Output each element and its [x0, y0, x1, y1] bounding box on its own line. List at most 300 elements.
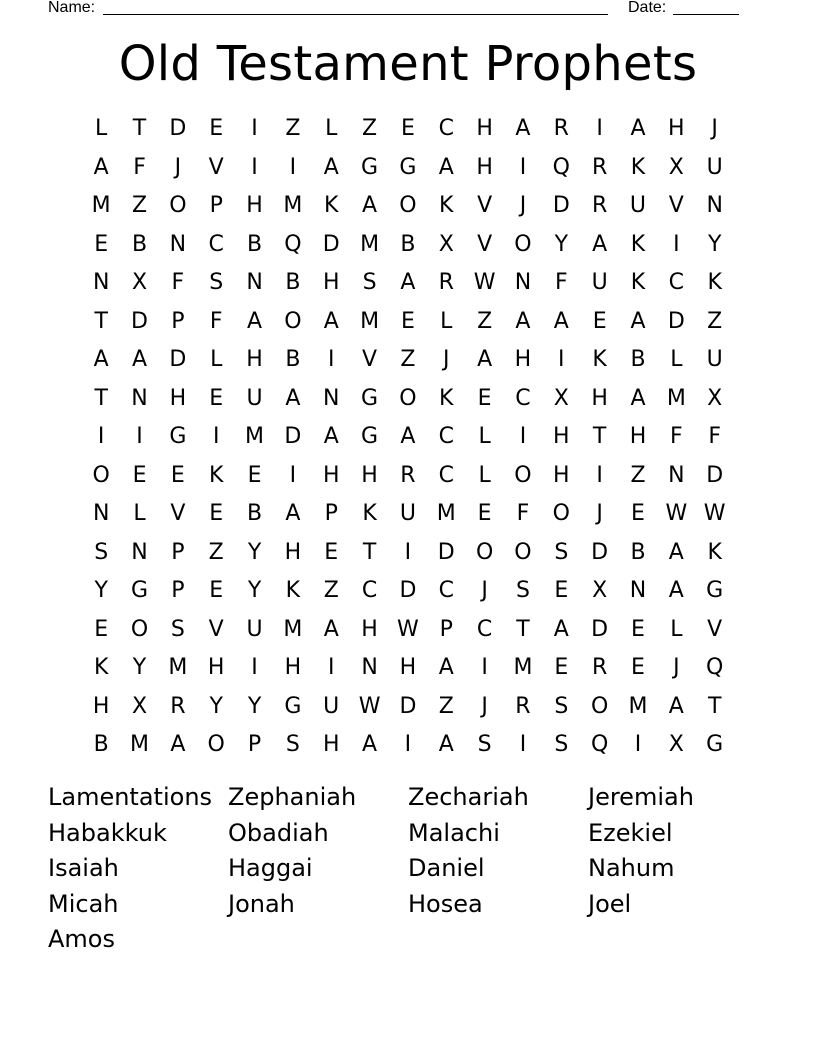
grid-letter: P	[171, 308, 185, 334]
grid-row	[82, 264, 734, 303]
grid-letter: W	[665, 501, 688, 527]
grid-letter: K	[592, 347, 607, 373]
grid-letter: O	[399, 193, 417, 219]
grid-letter: E	[554, 655, 569, 681]
word-bank-item: Isaiah	[48, 854, 119, 882]
word-bank-item: Amos	[48, 925, 115, 953]
grid-letter: O	[552, 501, 570, 527]
grid-letter: O	[514, 539, 532, 565]
grid-letter: A	[438, 154, 454, 180]
grid-letter: V	[208, 616, 224, 642]
grid-letter: N	[668, 462, 685, 488]
grid-letter: V	[362, 347, 378, 373]
grid-letter: V	[707, 616, 723, 642]
grid-letter: U	[591, 270, 608, 296]
grid-letter: C	[438, 116, 454, 142]
grid-letter: B	[131, 231, 148, 257]
grid-letter: A	[400, 270, 416, 296]
grid-letter: K	[630, 154, 646, 180]
grid-letter: D	[169, 347, 187, 373]
grid-letter: A	[400, 424, 416, 450]
grid-letter: V	[170, 501, 186, 527]
grid-letter: U	[706, 154, 723, 180]
grid-letter: K	[324, 193, 339, 219]
name-label: Name:	[48, 0, 96, 16]
grid-letter: T	[592, 424, 607, 450]
grid-letter: V	[208, 154, 224, 180]
grid-letter: H	[207, 655, 225, 681]
grid-letter: E	[477, 385, 492, 411]
grid-letter: Q	[552, 154, 570, 180]
grid-letter: U	[706, 347, 723, 373]
grid-letter: N	[514, 270, 532, 296]
grid-row	[82, 380, 734, 419]
grid-letter: F	[133, 154, 146, 180]
grid-letter: J	[673, 655, 680, 681]
grid-letter: Z	[323, 578, 339, 604]
grid-letter: O	[399, 385, 417, 411]
grid-letter: I	[596, 116, 603, 142]
grid-letter: I	[251, 116, 258, 142]
grid-row	[82, 187, 734, 226]
grid-letter: F	[171, 270, 185, 296]
date-blank-line	[673, 14, 739, 15]
grid-letter: H	[399, 655, 417, 681]
grid-letter: H	[361, 462, 378, 488]
grid-letter: I	[289, 154, 297, 180]
grid-letter: S	[362, 270, 377, 296]
grid-letter: O	[590, 693, 609, 719]
grid-letter: D	[131, 308, 148, 334]
grid-letter: E	[592, 308, 607, 334]
grid-letter: A	[438, 655, 454, 681]
grid-letter: A	[362, 193, 378, 219]
word-bank-item: Jeremiah	[588, 783, 694, 811]
grid-letter: C	[668, 270, 685, 296]
grid-letter: E	[477, 501, 492, 527]
grid-letter: I	[519, 732, 527, 758]
grid-letter: I	[327, 347, 335, 373]
grid-letter: A	[553, 616, 569, 642]
grid-letter: D	[437, 539, 455, 565]
grid-letter: R	[591, 154, 608, 180]
grid-letter: F	[516, 501, 530, 527]
grid-letter: C	[438, 578, 454, 604]
grid-letter: G	[399, 154, 417, 180]
grid-letter: P	[171, 578, 185, 604]
grid-letter: H	[246, 347, 263, 373]
grid-letter: L	[478, 424, 491, 450]
grid-row	[82, 303, 734, 342]
grid-letter: H	[284, 655, 302, 681]
grid-letter: E	[209, 385, 224, 411]
grid-letter: G	[706, 732, 724, 758]
grid-letter: H	[553, 424, 570, 450]
grid-letter: N	[92, 501, 110, 527]
grid-letter: S	[170, 616, 185, 642]
grid-letter: A	[592, 231, 608, 257]
grid-letter: U	[323, 693, 340, 719]
grid-letter: X	[668, 732, 684, 758]
grid-letter: K	[93, 655, 109, 681]
grid-letter: C	[361, 578, 378, 604]
grid-letter: O	[92, 462, 110, 488]
grid-letter: K	[439, 385, 454, 411]
grid-letter: H	[284, 539, 302, 565]
grid-row	[82, 418, 734, 457]
grid-letter: W	[703, 501, 726, 527]
grid-letter: P	[209, 193, 223, 219]
grid-letter: A	[170, 732, 186, 758]
date-label: Date:	[628, 0, 667, 16]
word-bank-item: Daniel	[408, 854, 485, 882]
grid-letter: L	[133, 501, 146, 527]
grid-letter: V	[477, 193, 493, 219]
word-bank-item: Zechariah	[408, 783, 529, 811]
grid-letter: M	[91, 193, 111, 219]
grid-letter: A	[323, 616, 339, 642]
grid-letter: S	[554, 539, 569, 565]
grid-letter: C	[438, 424, 454, 450]
grid-letter: E	[209, 501, 224, 527]
grid-letter: Y	[94, 578, 108, 604]
grid-letter: W	[473, 270, 496, 296]
word-bank-item: Jonah	[228, 889, 295, 918]
word-bank-item: Habakkuk	[48, 818, 167, 847]
grid-letter: K	[208, 462, 224, 488]
grid-row	[82, 149, 734, 188]
grid-letter: A	[515, 116, 531, 142]
grid-letter: R	[170, 693, 186, 719]
worksheet-header	[48, 0, 748, 18]
page-title: Old Testament Prophets	[118, 36, 698, 92]
grid-letter: H	[322, 732, 340, 758]
grid-letter: A	[553, 308, 569, 334]
grid-letter: D	[322, 231, 340, 257]
grid-letter: A	[323, 424, 339, 450]
grid-letter: G	[284, 693, 302, 719]
grid-letter: I	[481, 655, 488, 681]
word-bank-item: Obadiah	[228, 818, 329, 847]
grid-letter: I	[136, 424, 143, 450]
letter-grid	[82, 110, 734, 765]
grid-letter: O	[475, 539, 494, 565]
grid-letter: R	[400, 462, 416, 488]
grid-row	[82, 572, 734, 611]
grid-letter: B	[630, 539, 646, 565]
grid-letter: Z	[362, 116, 378, 142]
grid-letter: I	[673, 231, 680, 257]
grid-letter: H	[322, 462, 340, 488]
grid-letter: M	[130, 732, 149, 758]
grid-letter: I	[519, 154, 527, 180]
grid-letter: K	[707, 539, 722, 565]
grid-letter: M	[436, 501, 456, 527]
grid-letter: J	[174, 154, 182, 180]
grid-letter: D	[706, 462, 724, 488]
grid-letter: R	[515, 693, 531, 719]
grid-letter: U	[399, 501, 416, 527]
grid-letter: N	[629, 578, 647, 604]
grid-letter: R	[591, 655, 608, 681]
grid-letter: A	[93, 154, 109, 180]
grid-letter: C	[438, 462, 454, 488]
grid-letter: T	[362, 539, 377, 565]
word-bank-item: Lamentations	[48, 783, 213, 811]
grid-letter: Y	[209, 693, 223, 719]
grid-letter: Y	[247, 693, 262, 719]
grid-row	[82, 110, 734, 149]
grid-row	[82, 611, 734, 650]
grid-row	[82, 226, 734, 265]
grid-letter: I	[97, 424, 105, 450]
grid-letter: L	[478, 462, 491, 488]
grid-letter: R	[591, 193, 608, 219]
grid-letter: K	[707, 270, 722, 296]
grid-letter: D	[667, 308, 685, 334]
grid-letter: I	[519, 424, 527, 450]
grid-letter: I	[404, 539, 412, 565]
grid-letter: S	[515, 578, 530, 604]
grid-row	[82, 649, 734, 688]
word-bank-item: Zephaniah	[228, 783, 357, 811]
grid-letter: U	[629, 193, 647, 219]
grid-letter: M	[360, 308, 380, 334]
word-bank-item: Haggai	[228, 854, 313, 882]
grid-letter: Y	[247, 578, 262, 604]
grid-letter: Z	[285, 116, 301, 142]
grid-letter: M	[513, 655, 533, 681]
grid-letter: Z	[630, 462, 646, 488]
grid-letter: I	[251, 154, 258, 180]
grid-letter: T	[94, 308, 108, 334]
grid-letter: H	[668, 116, 685, 142]
grid-letter: X	[131, 693, 148, 719]
grid-letter: A	[93, 347, 109, 373]
grid-letter: X	[592, 578, 608, 604]
grid-letter: P	[324, 501, 338, 527]
grid-letter: X	[707, 385, 723, 411]
grid-letter: N	[361, 655, 378, 681]
grid-letter: I	[289, 462, 297, 488]
grid-letter: L	[440, 308, 453, 334]
grid-letter: G	[361, 385, 379, 411]
grid-letter: S	[554, 732, 569, 758]
grid-letter: T	[707, 693, 722, 719]
grid-letter: H	[514, 347, 532, 373]
grid-letter: D	[591, 539, 609, 565]
grid-letter: E	[631, 501, 645, 527]
grid-letter: A	[630, 385, 646, 411]
grid-row	[82, 495, 734, 534]
grid-letter: Y	[247, 539, 262, 565]
grid-letter: A	[668, 693, 684, 719]
grid-letter: A	[323, 308, 339, 334]
grid-letter: Z	[400, 347, 416, 373]
grid-letter: A	[362, 732, 378, 758]
grid-letter: A	[285, 385, 301, 411]
grid-letter: A	[323, 154, 339, 180]
grid-letter: D	[284, 424, 302, 450]
grid-letter: Z	[707, 308, 723, 334]
word-bank-item: Malachi	[408, 818, 500, 847]
grid-letter: B	[285, 347, 301, 373]
grid-letter: I	[634, 732, 642, 758]
grid-letter: A	[515, 308, 531, 334]
grid-letter: M	[245, 424, 265, 450]
grid-letter: O	[207, 732, 225, 758]
grid-letter: U	[246, 616, 263, 642]
grid-letter: Y	[554, 231, 569, 257]
grid-letter: J	[519, 193, 527, 219]
grid-letter: L	[95, 116, 108, 142]
grid-letter: O	[514, 231, 532, 257]
grid-letter: F	[209, 308, 223, 334]
grid-letter: T	[132, 116, 147, 142]
grid-letter: O	[130, 616, 149, 642]
grid-letter: E	[170, 462, 185, 488]
grid-letter: D	[399, 578, 417, 604]
grid-letter: H	[169, 385, 187, 411]
grid-letter: A	[668, 539, 684, 565]
grid-letter: E	[247, 462, 262, 488]
grid-letter: O	[284, 308, 302, 334]
grid-letter: E	[209, 116, 224, 142]
grid-letter: Q	[284, 231, 302, 257]
grid-letter: E	[400, 116, 415, 142]
grid-letter: S	[94, 539, 109, 565]
grid-letter: O	[169, 193, 187, 219]
grid-letter: E	[209, 578, 224, 604]
word-bank	[48, 780, 768, 958]
grid-letter: A	[285, 501, 301, 527]
grid-letter: T	[94, 385, 108, 411]
grid-letter: F	[708, 424, 721, 450]
grid-letter: G	[169, 424, 187, 450]
grid-letter: L	[670, 347, 683, 373]
grid-letter: Y	[132, 655, 147, 681]
grid-letter: F	[670, 424, 683, 450]
grid-letter: K	[285, 578, 301, 604]
grid-letter: G	[130, 578, 149, 604]
grid-letter: W	[358, 693, 381, 719]
grid-letter: B	[247, 231, 263, 257]
grid-letter: E	[631, 616, 645, 642]
grid-letter: H	[629, 424, 647, 450]
grid-letter: E	[324, 539, 339, 565]
grid-letter: Z	[131, 193, 148, 219]
grid-letter: N	[131, 539, 148, 565]
grid-letter: T	[516, 616, 530, 642]
word-bank-item: Ezekiel	[588, 818, 673, 847]
grid-letter: H	[476, 154, 493, 180]
word-bank-item: Hosea	[408, 889, 483, 918]
grid-letter: G	[361, 424, 379, 450]
grid-letter: M	[283, 616, 303, 642]
grid-letter: D	[552, 193, 570, 219]
grid-letter: O	[514, 462, 532, 488]
grid-letter: M	[628, 693, 648, 719]
grid-letter: E	[94, 231, 109, 257]
grid-letter: N	[706, 193, 723, 219]
grid-letter: Q	[590, 732, 609, 758]
grid-letter: B	[247, 501, 263, 527]
grid-letter: D	[591, 616, 609, 642]
grid-letter: Y	[707, 231, 722, 257]
grid-letter: A	[668, 578, 684, 604]
grid-letter: X	[438, 231, 454, 257]
grid-letter: A	[477, 347, 493, 373]
grid-row	[82, 341, 734, 380]
word-bank-item: Joel	[588, 889, 632, 918]
grid-letter: I	[404, 732, 412, 758]
grid-letter: A	[438, 732, 454, 758]
grid-letter: M	[283, 193, 303, 219]
grid-letter: X	[131, 270, 148, 296]
grid-letter: H	[246, 193, 263, 219]
grid-letter: E	[132, 462, 147, 488]
grid-letter: K	[362, 501, 377, 527]
grid-letter: Z	[208, 539, 224, 565]
grid-letter: Q	[706, 655, 724, 681]
grid-letter: J	[481, 693, 488, 719]
grid-letter: C	[515, 385, 531, 411]
grid-letter: C	[208, 231, 224, 257]
grid-letter: E	[94, 616, 109, 642]
grid-letter: E	[400, 308, 415, 334]
grid-letter: H	[476, 116, 493, 142]
grid-letter: L	[210, 347, 223, 373]
grid-letter: J	[711, 116, 718, 142]
grid-letter: J	[481, 578, 488, 604]
grid-letter: E	[631, 655, 645, 681]
grid-letter: I	[558, 347, 565, 373]
grid-letter: X	[553, 385, 569, 411]
grid-letter: H	[92, 693, 110, 719]
grid-letter: G	[706, 578, 724, 604]
grid-letter: F	[554, 270, 568, 296]
grid-letter: P	[439, 616, 453, 642]
grid-letter: B	[400, 231, 416, 257]
grid-letter: M	[666, 385, 686, 411]
grid-letter: X	[668, 154, 684, 180]
grid-letter: L	[670, 616, 683, 642]
grid-letter: R	[438, 270, 454, 296]
grid-letter: E	[554, 578, 569, 604]
grid-letter: V	[668, 193, 684, 219]
grid-letter: K	[630, 231, 646, 257]
grid-letter: N	[246, 270, 263, 296]
grid-letter: N	[323, 385, 340, 411]
name-blank-line	[103, 14, 608, 15]
grid-letter: A	[131, 347, 148, 373]
grid-letter: K	[630, 270, 646, 296]
grid-letter: P	[171, 539, 185, 565]
grid-letter: N	[92, 270, 110, 296]
grid-letter: P	[247, 732, 262, 758]
grid-letter: M	[168, 655, 188, 681]
grid-letter: H	[322, 270, 340, 296]
word-bank-item: Nahum	[588, 854, 675, 882]
grid-letter: H	[553, 462, 570, 488]
grid-row	[82, 726, 734, 765]
grid-row	[82, 688, 734, 727]
grid-letter: C	[476, 616, 493, 642]
grid-letter: D	[399, 693, 417, 719]
grid-letter: V	[477, 231, 493, 257]
grid-letter: S	[209, 270, 224, 296]
grid-letter: L	[325, 116, 338, 142]
